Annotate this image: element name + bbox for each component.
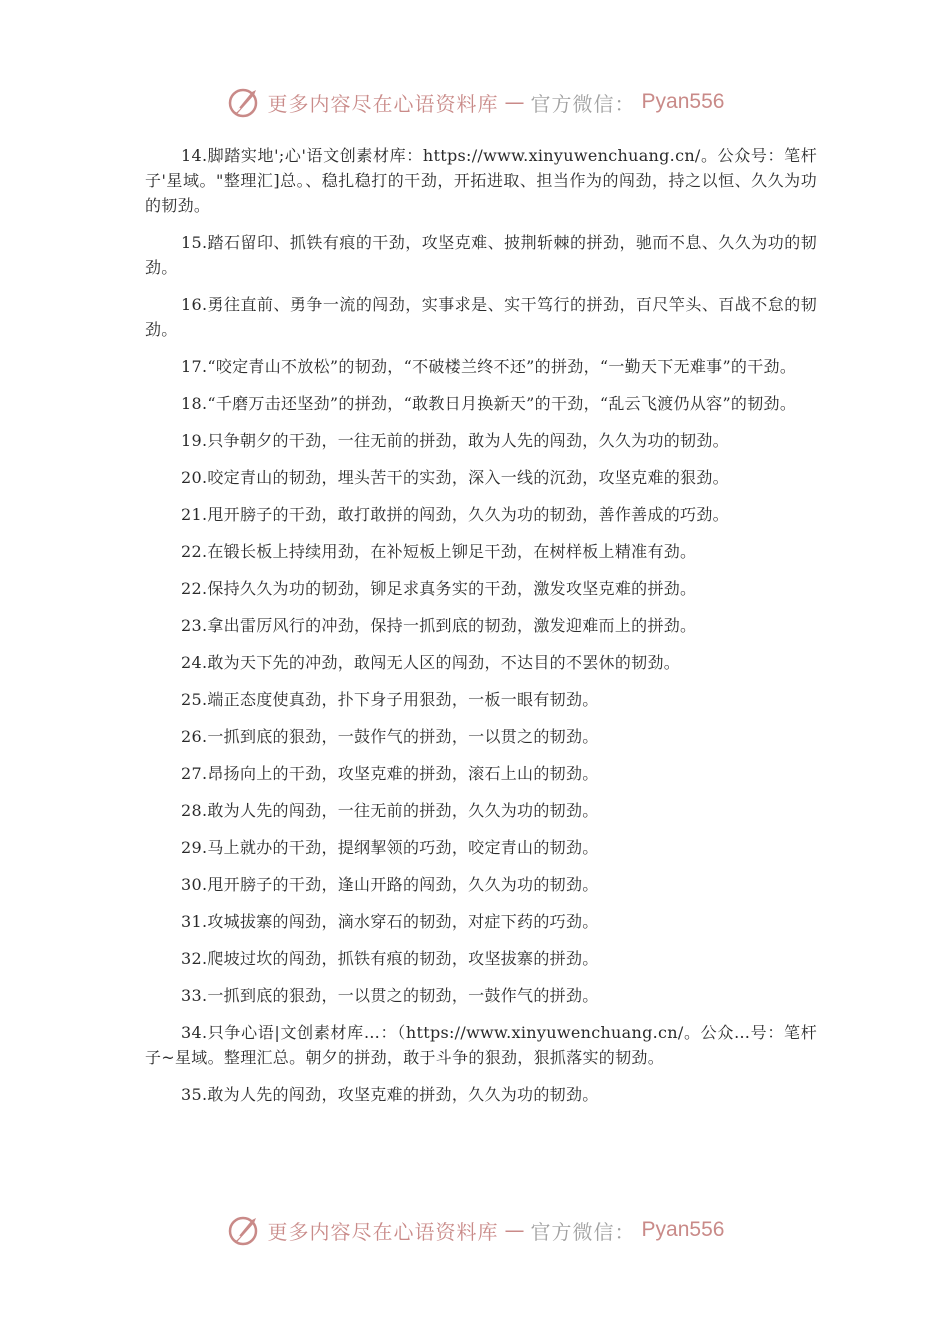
paragraph-35: 35.敢为人先的闯劲，攻坚克难的拼劲，久久为功的韧劲。 [181, 1085, 599, 1104]
header-banner [0, 80, 950, 124]
paragraph-23: 23.拿出雷厉风行的冲劲，保持一抓到底的韧劲，激发迎难而上的拼劲。 [181, 616, 697, 635]
paragraph-18: 18.“千磨万击还坚劲”的拼劲，“敢教日月换新天”的干劲，“乱云飞渡仍从容”的韧劲。 [181, 394, 797, 413]
banner-slogan: 更多内容尽在心语资料库 [267, 91, 499, 116]
footer-banner [0, 1208, 950, 1252]
paragraph-26: 26.一抓到底的狠劲，一鼓作气的拼劲，一以贯之的韧劲。 [181, 727, 599, 746]
paragraph-24: 24.敢为天下先的冲劲，敢闯无人区的闯劲，不达目的不罢休的韧劲。 [181, 653, 681, 672]
paragraph-22b: 22.保持久久为功的韧劲，铆足求真务实的干劲，激发攻坚克难的拼劲。 [181, 579, 697, 598]
paragraph-32: 32.爬坡过坎的闯劲，抓铁有痕的韧劲，攻坚拔寨的拼劲。 [181, 949, 599, 968]
paragraph-22a: 22.在锻长板上持续用劲，在补短板上铆足干劲，在树样板上精准有劲。 [181, 542, 697, 561]
paragraph-34: 34.只争心语|文创素材库…：（https://www.xinyuwenchuang.cn/。公众…号：笔杆子~星域。整理汇总。朝夕的拼劲，敢于斗争的狠劲，狠抓落实的韧劲。 [145, 1023, 817, 1067]
paragraph-21: 21.甩开膀子的干劲，敢打敢拼的闯劲，久久为功的韧劲，善作善成的巧劲。 [181, 505, 729, 524]
paragraph-28: 28.敢为人先的闯劲，一往无前的拼劲，久久为功的韧劲。 [181, 801, 599, 820]
quill-logo-icon [226, 84, 262, 120]
banner-wechat-id: Pyan556 [641, 90, 725, 113]
footer-dash: — [504, 1218, 525, 1242]
paragraph-25: 25.端正态度使真劲，扑下身子用狠劲，一板一眼有韧劲。 [181, 690, 599, 709]
footer-slogan: 更多内容尽在心语资料库 [267, 1219, 499, 1244]
paragraph-15: 15.踏石留印、抓铁有痕的干劲，攻坚克难、披荆斩棘的拼劲，驰而不息、久久为功的韧劲。 [145, 233, 817, 277]
paragraph-16: 16.勇往直前、勇争一流的闯劲，实事求是、实干笃行的拼劲，百尺竿头、百战不怠的韧劲。 [145, 295, 817, 339]
paragraph-20: 20.咬定青山的韧劲，埋头苦干的实劲，深入一线的沉劲，攻坚克难的狠劲。 [181, 468, 729, 487]
paragraph-19: 19.只争朝夕的干劲，一往无前的拼劲，敢为人先的闯劲，久久为功的韧劲。 [181, 431, 729, 450]
quill-logo-icon [226, 1212, 262, 1248]
paragraph-29: 29.马上就办的干劲，提纲挈领的巧劲，咬定青山的韧劲。 [181, 838, 599, 857]
footer-wechat-id: Pyan556 [641, 1218, 725, 1241]
footer-wechat-label: 官方微信： [530, 1219, 636, 1244]
paragraph-30: 30.甩开膀子的干劲，逢山开路的闯劲，久久为功的韧劲。 [181, 875, 599, 894]
paragraph-27: 27.昂扬向上的干劲，攻坚克难的拼劲，滚石上山的韧劲。 [181, 764, 599, 783]
banner-dash: — [504, 90, 525, 114]
paragraph-31: 31.攻城拔寨的闯劲，滴水穿石的韧劲，对症下药的巧劲。 [181, 912, 599, 931]
paragraph-14: 14.脚踏实地';心'语文创素材库：https://www.xinyuwenchuang.cn/。公众号：笔杆子'星域。"整理汇]总。、稳扎稳打的干劲，开拓进取、担当作为的闯劲，持之以恒、久久为功的韧劲。 [145, 146, 817, 215]
banner-wechat-label: 官方微信： [530, 91, 636, 116]
paragraph-17: 17.“咬定青山不放松”的韧劲，“不破楼兰终不还”的拼劲，“一勤天下无难事”的干劲。 [181, 357, 797, 376]
document-body [145, 143, 817, 1119]
paragraph-33: 33.一抓到底的狠劲，一以贯之的韧劲，一鼓作气的拼劲。 [181, 986, 599, 1005]
